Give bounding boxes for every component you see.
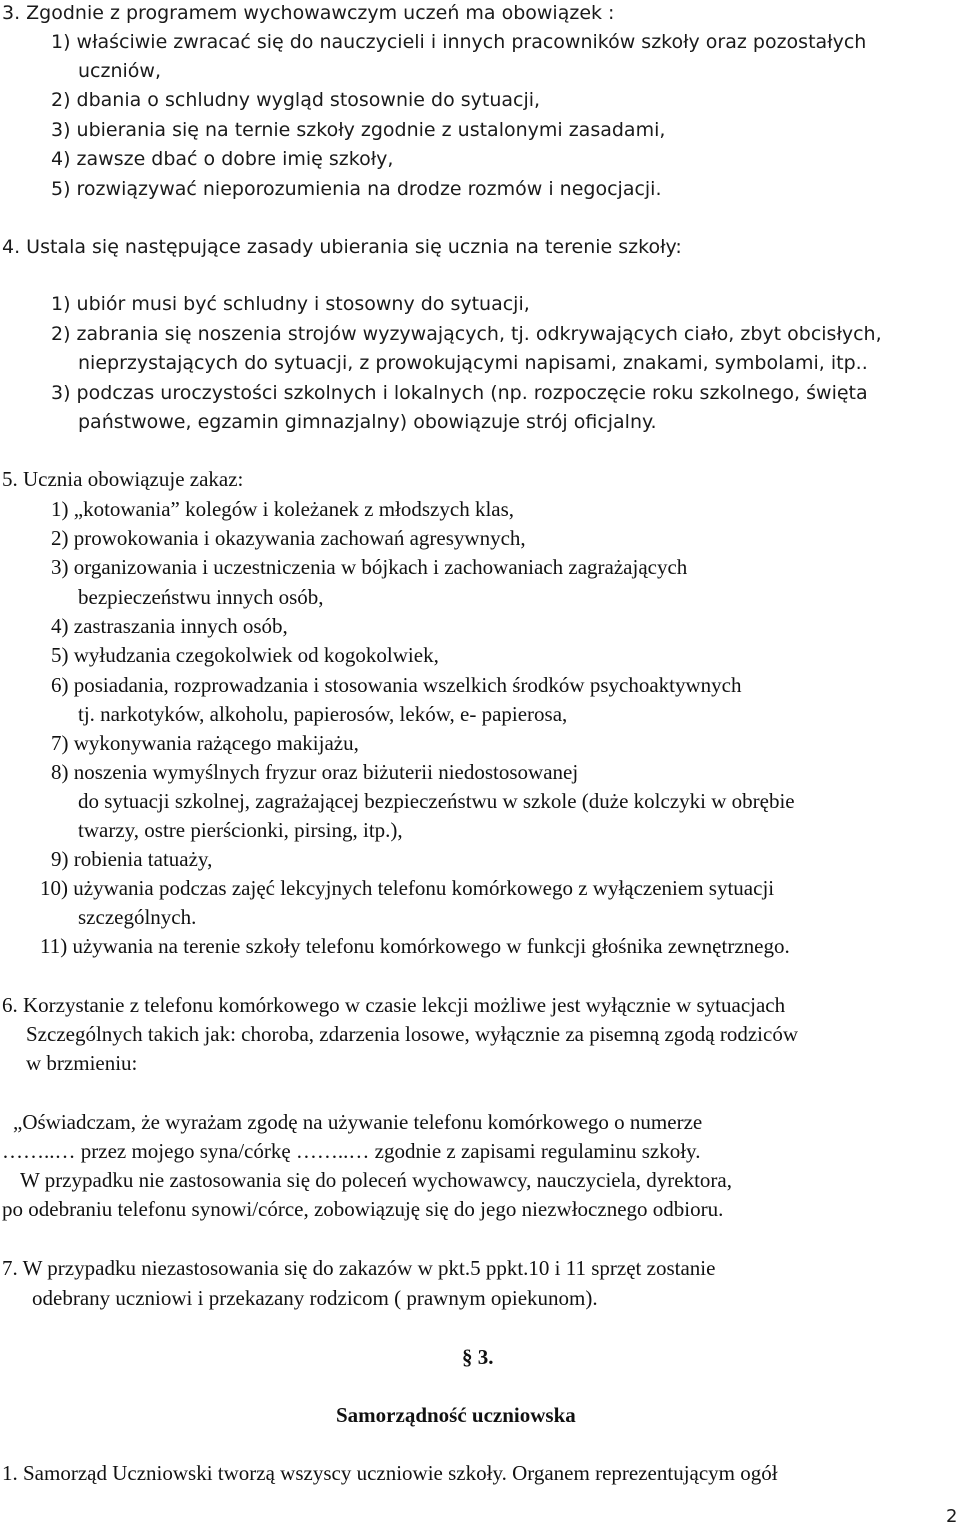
section-3-item-3: 3) ubierania się na ternie szkoły zgodnie z ustalonymi zasadami, xyxy=(51,119,666,141)
section-5-item-6: 6) posiadania, rozprowadzania i stosowania wszelkich środków psychoaktywnych xyxy=(51,673,742,697)
section-3-item-1: 1) właściwie zwracać się do nauczycieli i innych pracowników szkoły oraz pozostałych xyxy=(51,31,867,53)
section-6-line-1: 6. Korzystanie z telefonu komórkowego w czasie lekcji możliwe jest wyłącznie w sytuacjach xyxy=(2,993,786,1017)
section-7-line-1: 7. W przypadku niezastosowania się do zakazów w pkt.5 ppkt.10 i 11 sprzęt zostanie xyxy=(2,1256,716,1280)
section-3-item-2: 2) dbania o schludny wygląd stosownie do sytuacji, xyxy=(51,89,541,111)
paragraph-title: Samorządność uczniowska xyxy=(336,1403,576,1427)
section-6-line-2: Szczególnych takich jak: choroba, zdarzenia losowe, wyłącznie za pisemną zgodą rodziców xyxy=(26,1022,798,1046)
section-4-heading: 4. Ustala się następujące zasady ubierania się ucznia na terenie szkoły: xyxy=(2,236,682,258)
section-5-item-9: 9) robienia tatuaży, xyxy=(51,847,213,871)
section-5-item-11: 11) używania na terenie szkoły telefonu komórkowego w funkcji głośnika zewnętrznego. xyxy=(40,934,790,958)
section-4-item-2: 2) zabrania się noszenia strojów wyzywających, tj. odkrywających ciało, zbyt obcisłych, xyxy=(51,323,882,345)
section-7-line-2: odebrany uczniowi i przekazany rodzicom ( prawnym opiekunom). xyxy=(32,1286,598,1310)
section-5-item-7: 7) wykonywania rażącego makijażu, xyxy=(51,731,359,755)
section-5-item-3: 3) organizowania i uczestniczenia w bójkach i zachowaniach zagrażających xyxy=(51,555,688,579)
section-5-item-2: 2) prowokowania i okazywania zachowań agresywnych, xyxy=(51,526,526,550)
consent-quote-line-1: „Oświadczam, że wyrażam zgodę na używanie telefonu komórkowego o numerze xyxy=(13,1110,703,1134)
closing-line: 1. Samorząd Uczniowski tworzą wszyscy uczniowie szkoły. Organem reprezentującym ogół xyxy=(2,1461,778,1485)
section-5-item-6-cont: tj. narkotyków, alkoholu, papierosów, leków, e- papierosa, xyxy=(78,702,568,726)
section-5-item-1: 1) „kotowania” kolegów i koleżanek z młodszych klas, xyxy=(51,497,515,521)
section-3-heading: 3. Zgodnie z programem wychowawczym uczeń ma obowiązek : xyxy=(2,2,615,24)
section-5-item-8-cont-2: twarzy, ostre pierścionki, pirsing, itp.), xyxy=(78,818,403,842)
section-4-item-1: 1) ubiór musi być schludny i stosowny do sytuacji, xyxy=(51,293,530,315)
section-5-item-8-cont: do sytuacji szkolnej, zagrażającej bezpieczeństwu w szkole (duże kolczyki w obrębie xyxy=(78,789,795,813)
section-3-item-5: 5) rozwiązywać nieporozumienia na drodze rozmów i negocjacji. xyxy=(51,178,662,200)
consent-quote-line-3: W przypadku nie zastosowania się do poleceń wychowawcy, nauczyciela, dyrektora, xyxy=(20,1168,732,1192)
consent-quote-line-4: po odebraniu telefonu synowi/córce, zobowiązuję się do jego niezwłocznego odbioru. xyxy=(2,1197,724,1221)
section-5-item-8: 8) noszenia wymyślnych fryzur oraz biżuterii niedostosowanej xyxy=(51,760,579,784)
section-6-line-3: w brzmieniu: xyxy=(26,1051,138,1075)
section-4-item-3-cont: państwowe, egzamin gimnazjalny) obowiązuje strój oficjalny. xyxy=(78,411,657,433)
section-5-item-5: 5) wyłudzania czegokolwiek od kogokolwiek, xyxy=(51,643,439,667)
section-5-item-4: 4) zastraszania innych osób, xyxy=(51,614,288,638)
section-5-item-10-cont: szczególnych. xyxy=(78,905,197,929)
section-5-heading: 5. Ucznia obowiązuje zakaz: xyxy=(2,467,244,491)
section-4-item-2-cont: nieprzystających do sytuacji, z prowokującymi napisami, znakami, symbolami, itp.. xyxy=(78,352,868,374)
section-5-item-3-cont: bezpieczeństwu innych osób, xyxy=(78,585,324,609)
section-5-item-10: 10) używania podczas zajęć lekcyjnych telefonu komórkowego z wyłączeniem sytuacji xyxy=(40,876,775,900)
section-3-item-4: 4) zawsze dbać o dobre imię szkoły, xyxy=(51,148,394,170)
section-3-item-1-cont: uczniów, xyxy=(78,60,161,82)
paragraph-number: § 3. xyxy=(462,1345,494,1369)
section-4-item-3: 3) podczas uroczystości szkolnych i lokalnych (np. rozpoczęcie roku szkolnego, święta xyxy=(51,382,868,404)
page-number: 2 xyxy=(946,1506,958,1527)
consent-quote-line-2: ……..… przez mojego syna/córkę ……..… zgodnie z zapisami regulaminu szkoły. xyxy=(2,1139,701,1163)
